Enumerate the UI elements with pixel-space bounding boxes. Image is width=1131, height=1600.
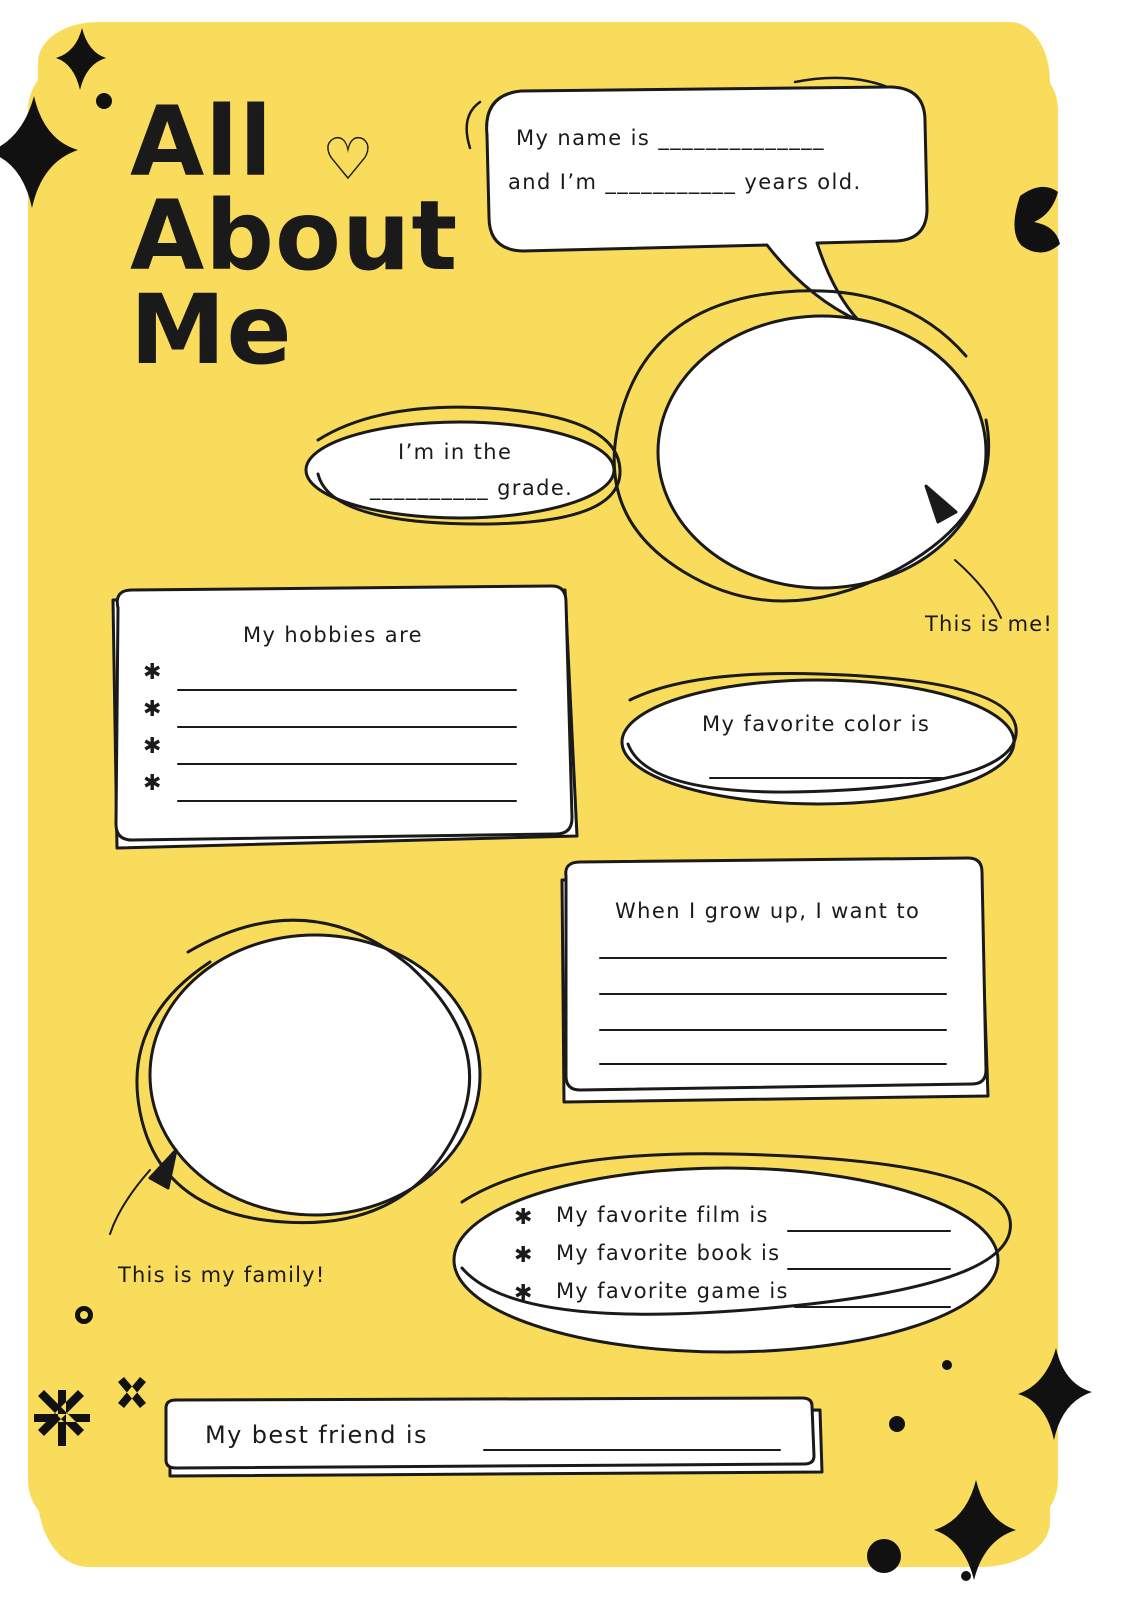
bestfriend-input[interactable] bbox=[484, 1428, 780, 1450]
favorite-film-label: My favorite film is bbox=[556, 1203, 769, 1227]
sparkle-four-point-top-left bbox=[0, 96, 78, 208]
name-bubble-outline bbox=[487, 87, 927, 321]
name-label: My name is bbox=[516, 126, 651, 150]
name-blank[interactable]: ______________ bbox=[658, 126, 825, 150]
asterisk-bottom-left bbox=[34, 1390, 90, 1446]
favorite-book-input[interactable] bbox=[788, 1250, 950, 1270]
grade-oval-frame bbox=[306, 422, 614, 518]
sparkle-bottom-right bbox=[1018, 1348, 1092, 1440]
photo-family-caption: This is my family! bbox=[118, 1263, 326, 1287]
photo-me-arrow-tail bbox=[955, 560, 1001, 618]
age-suffix: years old. bbox=[744, 170, 862, 194]
page-title-line-2: About bbox=[130, 180, 459, 293]
favorite-game-label: My favorite game is bbox=[556, 1279, 789, 1303]
favorite-film-input[interactable] bbox=[788, 1212, 950, 1232]
dot-top-left bbox=[96, 93, 112, 109]
butterfly-top-right bbox=[1014, 187, 1060, 253]
growup-input-2[interactable] bbox=[600, 974, 946, 994]
sparkle-bottom-right-small bbox=[934, 1480, 1016, 1580]
sparkle-four-point-top-left-small bbox=[56, 28, 106, 90]
hobbies-input-4[interactable] bbox=[178, 783, 516, 803]
hobbies-input-1[interactable] bbox=[178, 672, 516, 692]
photo-family-arrow-tail bbox=[110, 1170, 150, 1234]
name-bubble-line-2 bbox=[508, 170, 862, 194]
grade-line-1: I’m in the bbox=[398, 440, 513, 464]
asterisk-bullet-icon: ✱ bbox=[143, 771, 162, 796]
favorite-color-input[interactable] bbox=[710, 758, 942, 778]
page-title-line-1: All bbox=[130, 86, 274, 198]
dot-small-bottom-2 bbox=[961, 1571, 971, 1581]
growup-input-1[interactable] bbox=[600, 938, 946, 958]
favorite-book-label: My favorite book is bbox=[556, 1241, 781, 1265]
grade-suffix: grade. bbox=[497, 476, 574, 500]
hobbies-input-3[interactable] bbox=[178, 746, 516, 766]
photo-me-frame bbox=[658, 316, 986, 588]
growup-input-4[interactable] bbox=[600, 1044, 946, 1064]
hobbies-input-2[interactable] bbox=[178, 709, 516, 729]
asterisk-bullet-icon: ✱ bbox=[514, 1205, 533, 1230]
growup-input-3[interactable] bbox=[600, 1010, 946, 1030]
favorite-color-heading: My favorite color is bbox=[702, 712, 931, 736]
grade-blank[interactable]: __________ bbox=[370, 476, 489, 500]
cross-bottom-left bbox=[118, 1377, 146, 1408]
heart-icon: ♡ bbox=[322, 125, 374, 193]
page-title-line-3: Me bbox=[130, 274, 293, 387]
grade-line-2 bbox=[370, 476, 573, 500]
favorite-game-input[interactable] bbox=[795, 1288, 950, 1308]
growup-heading: When I grow up, I want to bbox=[615, 899, 921, 923]
dot-bottom-right bbox=[889, 1416, 905, 1432]
asterisk-bullet-icon: ✱ bbox=[514, 1243, 533, 1268]
asterisk-bullet-icon: ✱ bbox=[143, 734, 162, 759]
bestfriend-label: My best friend is bbox=[205, 1421, 428, 1449]
age-label: and I’m bbox=[508, 170, 598, 194]
dot-small-bottom bbox=[942, 1360, 952, 1370]
name-bubble-line-1 bbox=[516, 126, 825, 150]
asterisk-bullet-icon: ✱ bbox=[143, 660, 162, 685]
asterisk-bullet-icon: ✱ bbox=[143, 697, 162, 722]
name-bubble-accent-top bbox=[795, 78, 885, 86]
photo-family-frame bbox=[150, 935, 480, 1215]
age-blank[interactable]: ___________ bbox=[605, 170, 737, 194]
favorite-color-oval-frame bbox=[622, 680, 1014, 804]
photo-me-caption: This is me! bbox=[925, 612, 1054, 636]
hobbies-heading: My hobbies are bbox=[243, 623, 423, 647]
dot-bottom-center bbox=[867, 1539, 901, 1573]
dot-bottom-left-inner bbox=[80, 1311, 88, 1319]
asterisk-bullet-icon: ✱ bbox=[514, 1281, 533, 1306]
photo-family-arrow-head bbox=[150, 1150, 176, 1188]
